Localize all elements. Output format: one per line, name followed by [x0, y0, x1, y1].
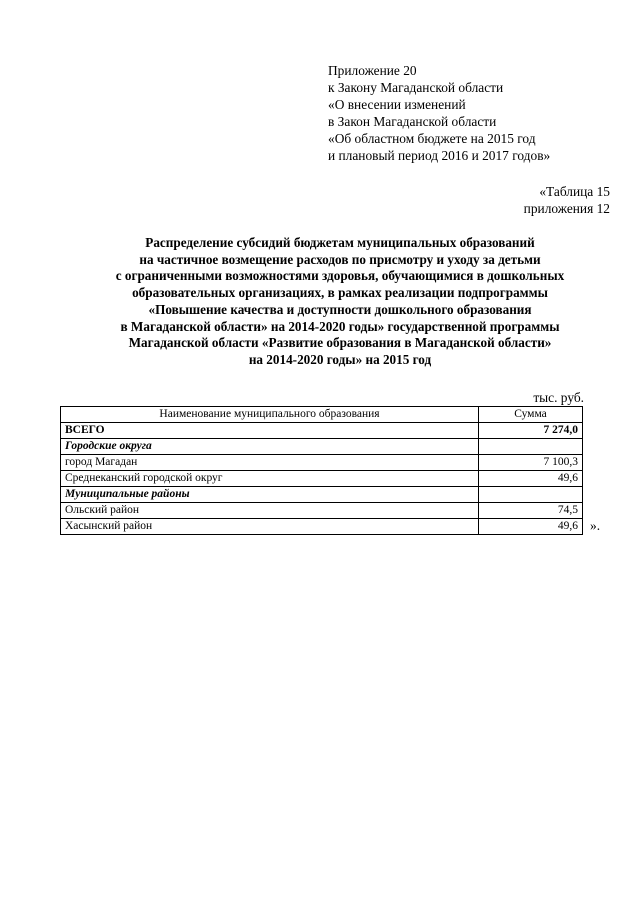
row-sum-cell: 7 100,3 [479, 455, 583, 471]
title-line: Распределение субсидий бюджетам муниципальных образований [145, 235, 535, 250]
table-row-group [61, 439, 583, 455]
title-line: с ограниченными возможностями здоровья, обучающимися в дошкольных [115, 268, 565, 284]
appendix-line: «Об областном бюджете на 2015 год [328, 131, 536, 146]
table-reference-line: «Таблица 15 [539, 184, 610, 199]
closing-quote-mark: ». [590, 518, 601, 533]
table-row [61, 503, 583, 519]
table-row [61, 519, 583, 535]
table-reference-line: приложения 12 [523, 201, 610, 216]
row-name-cell: город Магадан [61, 455, 479, 471]
appendix-line: к Закону Магаданской области [328, 80, 504, 95]
appendix-line: Приложение 20 [328, 63, 417, 78]
unit-label: тыс. руб. [533, 390, 584, 405]
appendix-line: в Закон Магаданской области [328, 114, 497, 129]
row-sum-cell: 7 274,0 [479, 423, 583, 439]
row-sum-cell: 49,6 [479, 471, 583, 487]
table-row-group [61, 487, 583, 503]
table-row [61, 471, 583, 487]
appendix-header [328, 62, 550, 164]
row-name-cell: Городские округа [61, 439, 479, 455]
appendix-line: «О внесении изменений [328, 97, 466, 112]
table-row-total [61, 423, 583, 439]
document-title [40, 235, 640, 369]
table-header-row [61, 407, 583, 423]
row-sum-cell: 74,5 [479, 503, 583, 519]
table-row [61, 455, 583, 471]
subsidy-table [60, 406, 583, 535]
title-line: в Магаданской области» на 2014-2020 годы» государственной программы [120, 318, 560, 334]
header-name-cell: Наименование муниципального образования [61, 407, 479, 423]
title-line: образовательных организациях, в рамках реализации подпрограммы [132, 285, 548, 301]
row-sum-cell [479, 439, 583, 455]
title-line: на частичное возмещение расходов по присмотру и уходу за детьми [139, 251, 541, 267]
row-sum-cell: 49,6 [479, 519, 583, 535]
appendix-line: и плановый период 2016 и 2017 годов» [328, 148, 551, 163]
row-name-cell: Ольский район [61, 503, 479, 519]
title-line: «Повышение качества и доступности дошкольного образования [148, 301, 532, 317]
row-name-cell: ВСЕГО [61, 423, 479, 439]
header-sum-cell: Сумма [479, 407, 583, 423]
row-name-cell: Среднеканский городской округ [61, 471, 479, 487]
row-sum-cell [479, 487, 583, 503]
title-line: Магаданской области «Развитие образования в Магаданской области» [128, 335, 552, 351]
row-name-cell: Хасынский район [61, 519, 479, 535]
table-reference [524, 183, 610, 217]
row-name-cell: Муниципальные районы [61, 487, 479, 503]
title-line: на 2014-2020 годы» на 2015 год [248, 351, 432, 367]
